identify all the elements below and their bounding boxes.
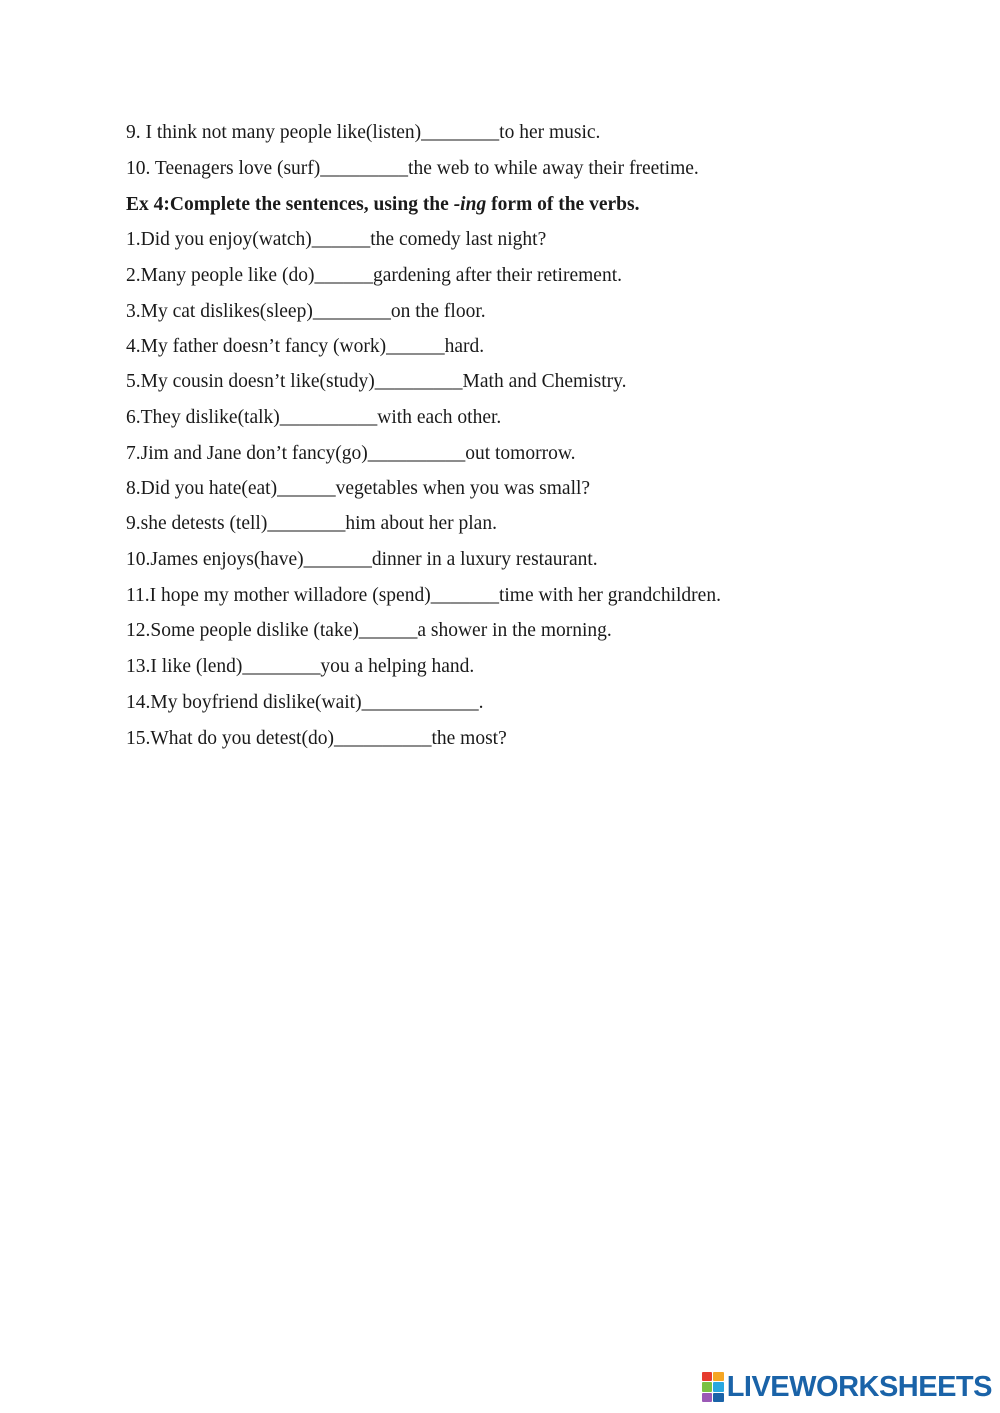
- exercise-item: 13.I like (lend)________you a helping hand.: [126, 656, 475, 677]
- exercise-item: 8.Did you hate(eat)______vegetables when you was small?: [126, 478, 591, 499]
- heading-prefix: Ex 4:Complete the sentences, using the: [126, 194, 454, 215]
- exercise-item: 15.What do you detest(do)__________the most?: [126, 728, 507, 749]
- exercise-item: 11.I hope my mother willadore (spend)_______time with her grandchildren.: [126, 585, 721, 606]
- exercise-item: 10. Teenagers love (surf)_________the web to while away their freetime.: [126, 158, 699, 179]
- exercise-item: 2.Many people like (do)______gardening after their retirement.: [126, 265, 622, 286]
- exercise-item: 12.Some people dislike (take)______a shower in the morning.: [126, 620, 612, 641]
- exercise-item: 10.James enjoys(have)_______dinner in a luxury restaurant.: [126, 549, 598, 570]
- liveworksheets-logo-icon: [702, 1372, 724, 1402]
- exercise-item: 7.Jim and Jane don’t fancy(go)__________out tomorrow.: [126, 443, 576, 464]
- exercise-item: 14.My boyfriend dislike(wait)____________.: [126, 692, 484, 713]
- exercise-item: 4.My father doesn’t fancy (work)______hard.: [126, 336, 485, 357]
- exercise-item: 9.she detests (tell)________him about her plan.: [126, 513, 497, 534]
- heading-emphasis: -ing: [453, 194, 487, 215]
- exercise-item: 5.My cousin doesn’t like(study)_________Math and Chemistry.: [126, 371, 627, 392]
- heading-suffix: form of the verbs.: [486, 194, 640, 215]
- exercise-item: 6.They dislike(talk)__________with each other.: [126, 407, 502, 428]
- exercise-item: 9. I think not many people like(listen)________to her music.: [126, 122, 601, 143]
- liveworksheets-logo: [702, 1367, 992, 1407]
- logo-text: LIVEWORKSHEETS: [726, 1370, 992, 1403]
- exercise-item: 1.Did you enjoy(watch)______the comedy last night?: [126, 229, 547, 250]
- exercise-item: 3.My cat dislikes(sleep)________on the floor.: [126, 301, 486, 322]
- exercise-heading: [126, 193, 639, 217]
